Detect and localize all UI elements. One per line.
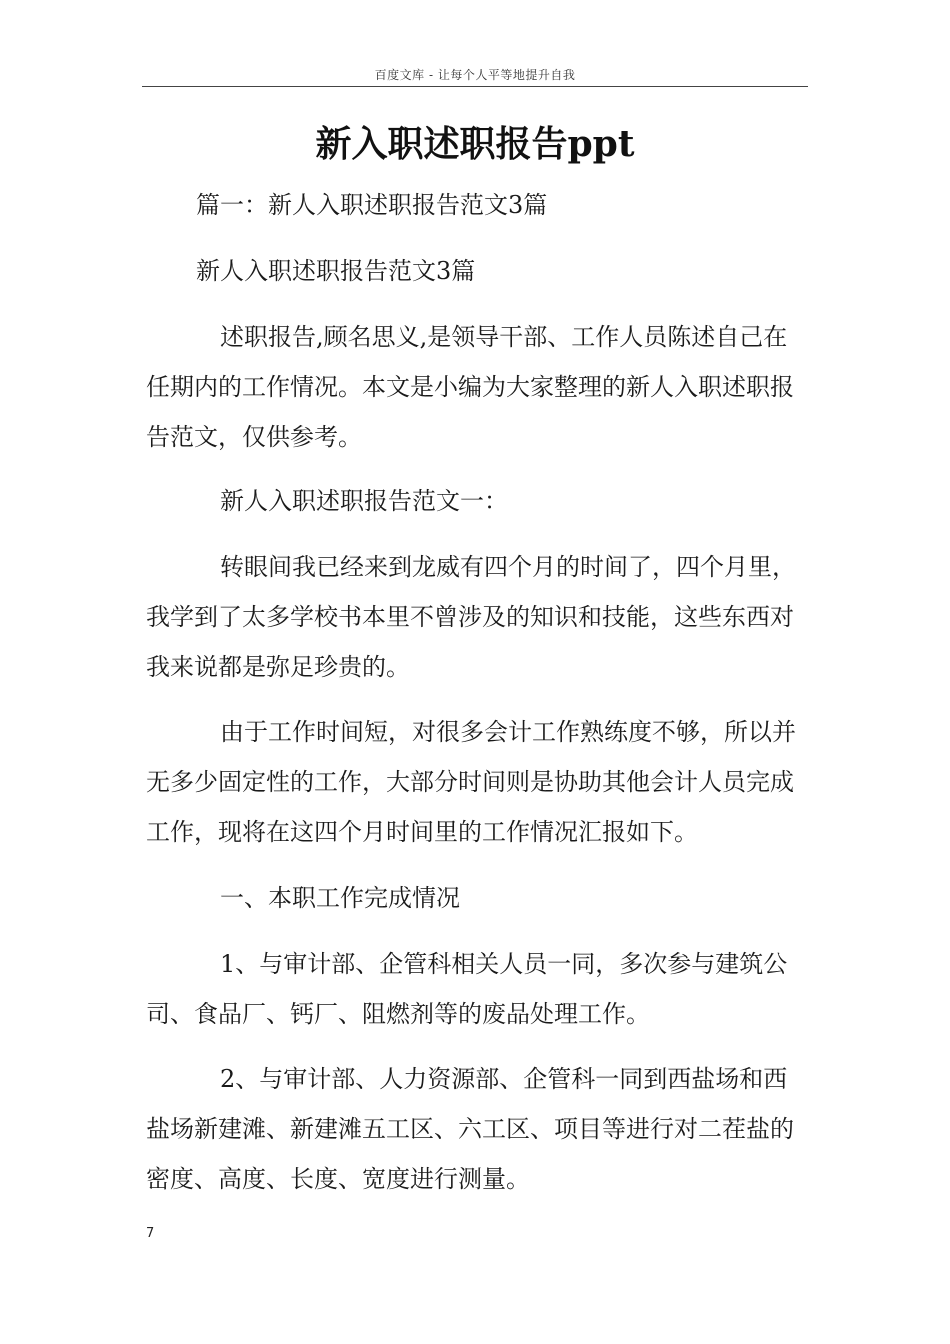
- list-item: 2、与审计部、人力资源部、企管科一同到西盐场和西盐场新建滩、新建滩五工区、六工区、项目等进行对二茬盐的密度、高度、长度、宽度进行测量。: [146, 1065, 794, 1193]
- subheading: 新人入职述职报告范文一：: [220, 487, 508, 515]
- body-paragraph: 转眼间我已经来到龙威有四个月的时间了，四个月里，我学到了太多学校书本里不曾涉及的知识和技能，这些东西对我来说都是弥足珍贵的。: [146, 553, 796, 681]
- body-paragraph: 述职报告,顾名思义,是领导干部、工作人员陈述自己在任期内的工作情况。本文是小编为大家整理的新人入职述职报告范文，仅供参考。: [146, 323, 794, 451]
- page-number: 7: [146, 1226, 155, 1241]
- header-divider: [142, 86, 808, 87]
- subheading: 新人入职述职报告范文3篇: [196, 257, 476, 285]
- body-paragraph: 由于工作时间短，对很多会计工作熟练度不够，所以并无多少固定性的工作，大部分时间则是协助其他会计人员完成工作，现将在这四个月时间里的工作情况汇报如下。: [146, 718, 796, 846]
- document-title: 新入职述职报告ppt: [315, 123, 635, 165]
- section-heading: 篇一：新人入职述职报告范文3篇: [196, 191, 548, 219]
- page-header: 百度文库 - 让每个人平等地提升自我: [374, 68, 576, 82]
- section-heading: 一、本职工作完成情况: [220, 884, 460, 912]
- list-item: 1、与审计部、企管科相关人员一同，多次参与建筑公司、食品厂、钙厂、阻燃剂等的废品处理工作。: [146, 950, 788, 1028]
